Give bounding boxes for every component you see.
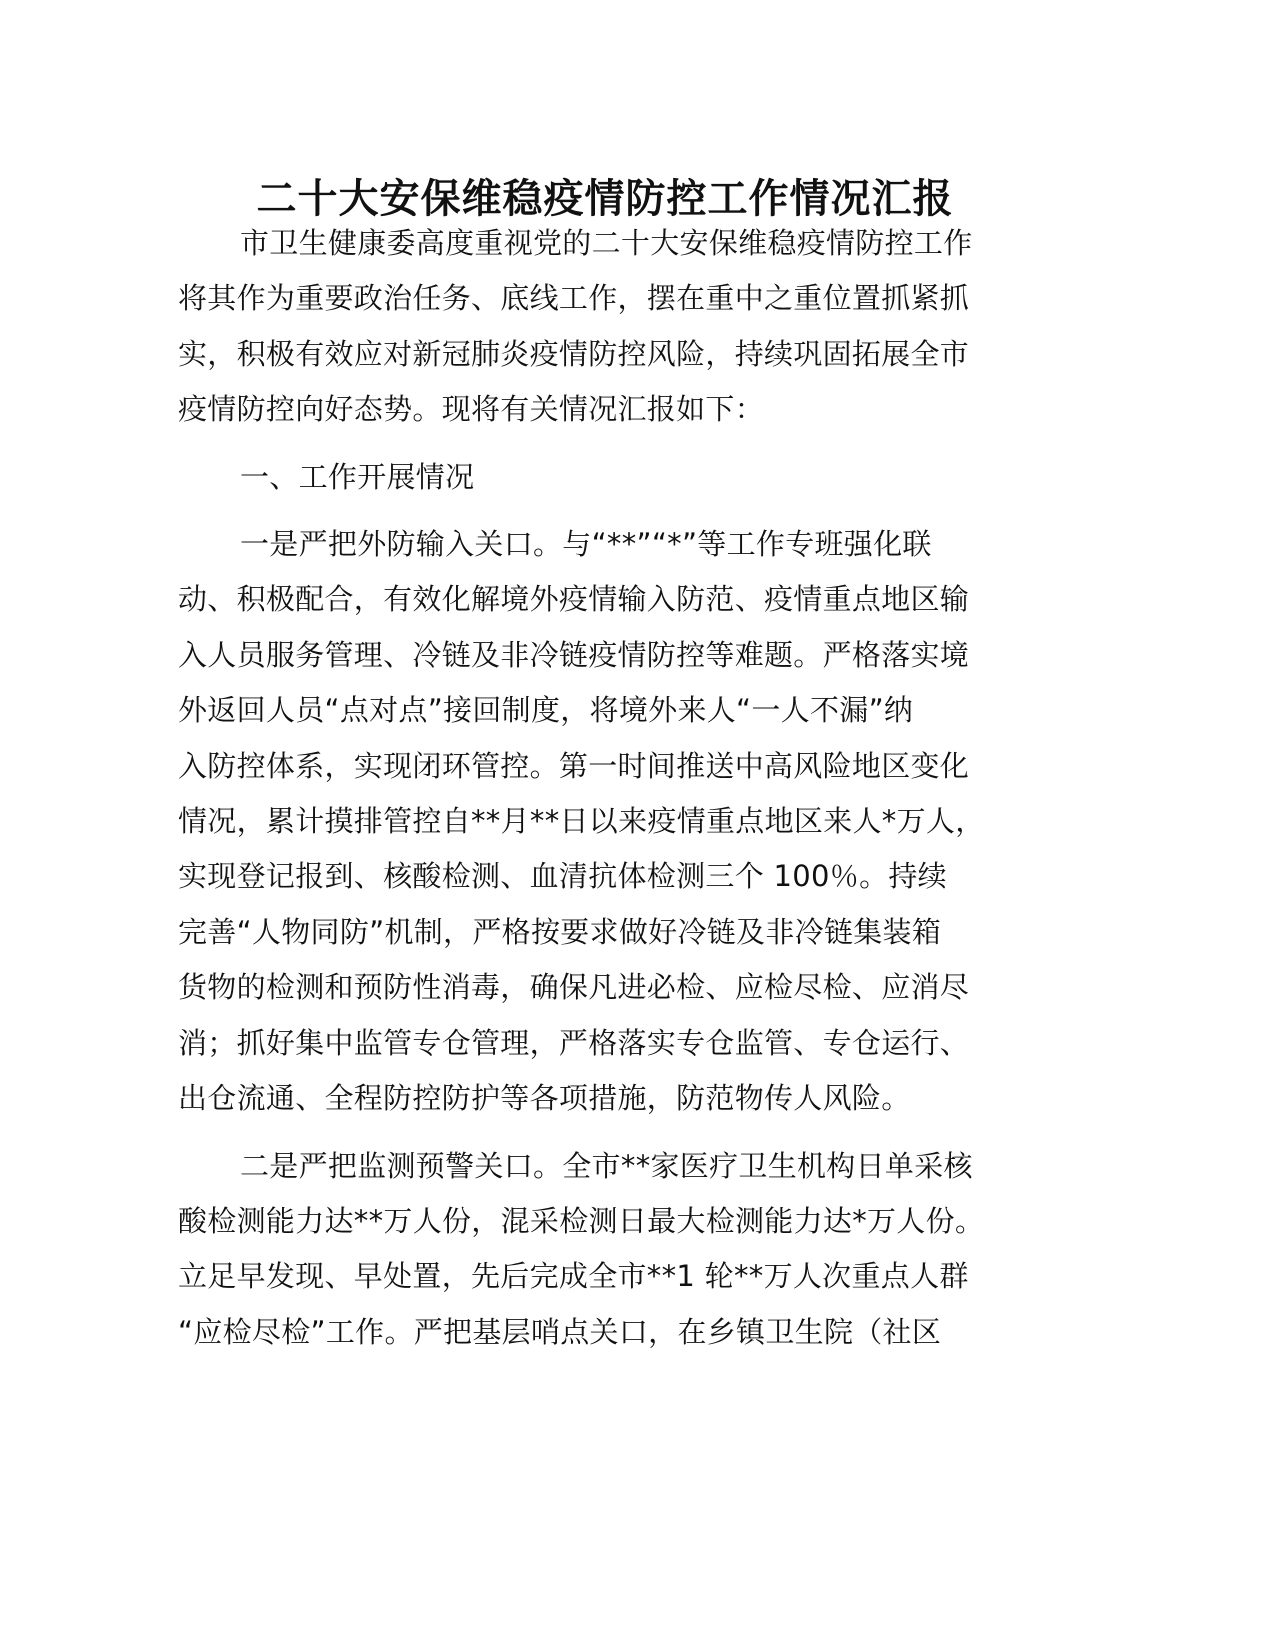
text-line: 消；抓好集中监管专仓管理，严格落实专仓监管、专仓运行、 <box>178 1025 970 1060</box>
heading-text: 一、工作开展情况 <box>240 459 475 494</box>
text-line: 货物的检测和预防性消毒，确保凡进必检、应检尽检、应消尽 <box>178 970 970 1005</box>
text-line: 外返回人员“点对点”接回制度，将境外来人“一人不漏”纳 <box>178 693 914 728</box>
text-line: 完善“人物同防”机制，严格按要求做好冷链及非冷链集装箱 <box>178 914 942 949</box>
text-line: 实现登记报到、核酸检测、血清抗体检测三个 100％。持续 <box>178 859 947 894</box>
text-line: 实，积极有效应对新冠肺炎疫情防控风险，持续巩固拓展全市 <box>178 336 970 371</box>
paragraph-monitoring <box>178 1139 1058 1361</box>
paragraph-intro <box>178 216 1058 438</box>
text-line: 将其作为重要政治任务、底线工作，摆在重中之重位置抓紧抓 <box>178 281 970 316</box>
text-line: 立足早发现、早处置，先后完成全市**1 轮**万人次重点人群 <box>178 1259 969 1294</box>
text-line: “应检尽检”工作。严把基层哨点关口，在乡镇卫生院（社区 <box>178 1314 942 1349</box>
text-line: 情况，累计摸排管控自**月**日以来疫情重点地区来人*万人， <box>178 804 985 839</box>
text-line: 二是严把监测预警关口。全市**家医疗卫生机构日单采核 <box>240 1148 973 1183</box>
text-line: 动、积极配合，有效化解境外疫情输入防范、疫情重点地区输 <box>178 582 970 617</box>
document-title: 二十大安保维稳疫情防控工作情况汇报 <box>256 175 954 222</box>
section-heading <box>178 450 1058 505</box>
text-line: 出仓流通、全程防控防护等各项措施，防范物传人风险。 <box>178 1081 911 1116</box>
text-line: 入防控体系，实现闭环管控。第一时间推送中高风险地区变化 <box>178 748 970 783</box>
text-line: 一是严把外防输入关口。与“**”“*”等工作专班强化联 <box>240 527 932 562</box>
paragraph-external-defense <box>178 517 1058 1126</box>
text-line: 疫情防控向好态势。现将有关情况汇报如下： <box>178 392 765 427</box>
text-line: 酸检测能力达**万人份，混采检测日最大检测能力达*万人份。 <box>178 1203 985 1238</box>
document-body <box>178 216 1058 1372</box>
text-line: 市卫生健康委高度重视党的二十大安保维稳疫情防控工作 <box>240 226 973 260</box>
text-line: 入人员服务管理、冷链及非冷链疫情防控等难题。严格落实境 <box>178 637 970 672</box>
